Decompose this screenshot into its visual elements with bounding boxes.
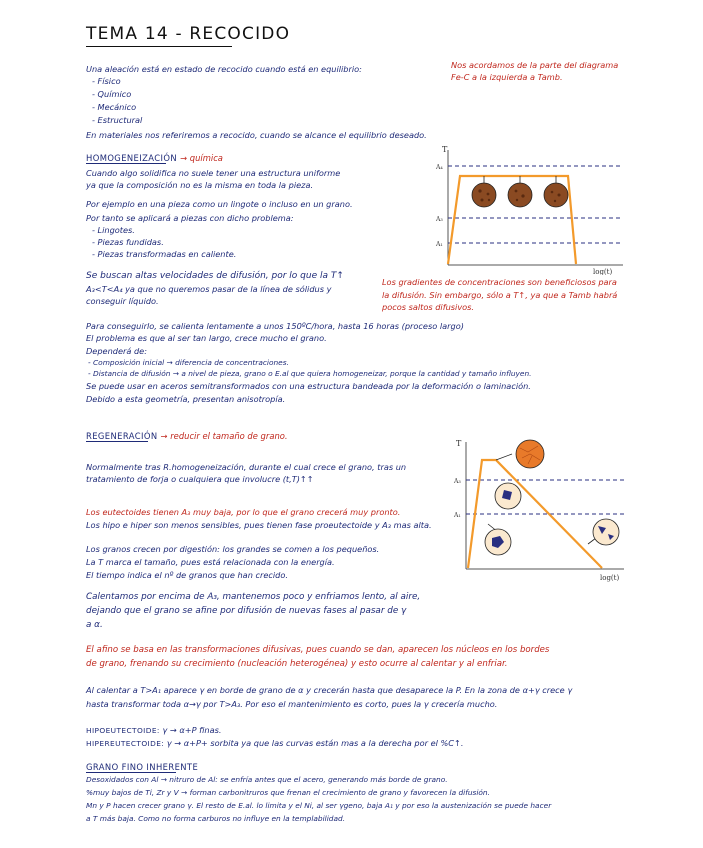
paragraph: %muy bajos de Ti, Zr y V → forman carbonitruros que frenan el crecimiento de grano y favorecen la difusión. — [86, 788, 490, 797]
heading-underline — [86, 772, 176, 773]
paragraph: El tiempo indica el nº de granos que han crecido. — [86, 570, 288, 580]
red-note: de grano, frenando su crecimiento (nucleación heterogénea) y esto ocurre al calentar y al enfriar. — [86, 659, 508, 669]
hipo-text: γ → α+P finas. — [162, 725, 222, 735]
tick-label: A₄ — [436, 164, 443, 171]
y-axis-label: T — [456, 439, 462, 448]
tick-label: A₁ — [454, 512, 461, 519]
heading-underline — [86, 441, 148, 442]
intro-line: Una aleación está en estado de recocido cuando está en equilibrio: — [86, 64, 362, 74]
grain-micrograph — [472, 183, 496, 207]
paragraph: Por tanto se aplicará a piezas con dicho problema: — [86, 213, 294, 223]
grain-micrograph — [593, 519, 619, 545]
paragraph: Los hipo e hiper son menos sensibles, pues tienen fase proeutectoide y A₃ mas alta. — [86, 520, 432, 530]
red-note: pocos saltos difusivos. — [382, 302, 475, 312]
paragraph: - Composición inicial → diferencia de concentraciones. — [88, 358, 289, 367]
heading-underline — [86, 163, 166, 164]
paragraph: El problema es que al ser tan largo, crece mucho el grano. — [86, 333, 327, 343]
title-underline — [86, 46, 232, 47]
section-heading-regeneracion — [86, 431, 288, 441]
paragraph: Los granos crecen por digestión: los grandes se comen a los pequeños. — [86, 544, 380, 554]
paragraph: dejando que el grano se afine por difusión de nuevas fases al pasar de γ — [86, 606, 407, 616]
paragraph: ya que la composición no es la misma en toda la pieza. — [86, 180, 314, 190]
red-note: la difusión. Sin embargo, sólo a T↑, ya que a Tamb habrá — [382, 290, 618, 300]
intro-line: En materiales nos referiremos a recocido, cuando se alcance el equilibrio deseado. — [86, 130, 427, 140]
paragraph: Dependerá de: — [86, 346, 147, 356]
paragraph: Debido a esta geometría, presentan anisotropía. — [86, 394, 286, 404]
hiper-label: HIPEREUTECTOIDE: — [86, 739, 165, 748]
paragraph: Por ejemplo en una pieza como un lingote o incluso en un grano. — [86, 199, 353, 209]
paragraph: Calentamos por encima de A₃, mantenemos poco y enfriamos lento, al aire, — [86, 592, 421, 602]
x-axis-label: log(t) — [600, 574, 620, 582]
homogeneizacion-diagram — [428, 140, 628, 275]
grain-pointer — [496, 454, 512, 460]
hipo-label: HIPOEUTECTOIDE: — [86, 726, 160, 735]
list-item: - Piezas transformadas en caliente. — [92, 249, 237, 259]
paragraph: a α. — [86, 620, 103, 630]
red-note: Los eutectoides tienen A₃ muy baja, por lo que el grano crecerá muy pronto. — [86, 507, 401, 517]
intro-note: Fe-C a la izquierda a Tamb. — [451, 72, 563, 82]
paragraph: Para conseguirlo, se calienta lentamente a unos 150ºC/hora, hasta 16 horas (proceso largo) — [86, 321, 464, 331]
tick-label: A₃ — [454, 478, 461, 485]
hiper-line — [86, 738, 463, 749]
hiper-text: γ → α+P+ sorbita ya que las curvas están mas a la derecha por el %C↑. — [166, 738, 464, 748]
heading-text: REGENERACIÓN — [86, 431, 158, 441]
paragraph: A₃<T<A₄ ya que no queremos pasar de la línea de sólidus y — [86, 284, 332, 294]
paragraph: a T más baja. Como no forma carburos no influye en la templabilidad. — [86, 814, 346, 823]
intro-item: - Mecánico — [92, 102, 137, 112]
paragraph: Normalmente tras R.homogeneización, durante el cual crece el grano, tras un — [86, 462, 407, 472]
paragraph: La T marca el tamaño, pues está relacionada con la energía. — [86, 557, 335, 567]
heading-tag: → química — [180, 153, 223, 163]
paragraph: - Distancia de difusión → a nivel de pieza, grano o E.al que quiera homogeneizar, porque la cantidad y tamaño influyen. — [88, 369, 532, 378]
tick-label: A₃ — [436, 216, 443, 223]
paragraph: Se puede usar en aceros semitransformados con una estructura bandeada por la deformación o laminación. — [86, 381, 531, 391]
paragraph: Se buscan altas velocidades de difusión, por lo que la T↑ — [86, 271, 344, 281]
list-item: - Piezas fundidas. — [92, 237, 164, 247]
intro-item: - Estructural — [92, 115, 143, 125]
tick-label: A₁ — [436, 241, 443, 248]
heading-text: HOMOGENEIZACIÓN — [86, 153, 178, 163]
paragraph: Desoxidados con Al → nitruro de Al: se enfría antes que el acero, generando más borde de grano. — [86, 775, 448, 784]
paragraph: conseguir líquido. — [86, 296, 159, 306]
paragraph: hasta transformar toda α→γ por T>A₃. Por eso el mantenimiento es corto, pues la γ crecería mucho. — [86, 699, 498, 709]
paragraph: Al calentar a T>A₁ aparece γ en borde de grano de α y crecerán hasta que desaparece la P. En la zona de α+γ crece γ — [86, 685, 573, 695]
grain-micrograph — [508, 183, 532, 207]
intro-item: - Físico — [92, 76, 121, 86]
paragraph: tratamiento de forja o cualquiera que involucre (t,T)↑↑ — [86, 474, 314, 484]
paragraph: Cuando algo solidifica no suele tener una estructura uniforme — [86, 168, 341, 178]
list-item: - Lingotes. — [92, 225, 135, 235]
intro-note: Nos acordamos de la parte del diagrama — [451, 60, 619, 70]
x-axis-label: log(t) — [593, 268, 613, 275]
hipo-line — [86, 725, 221, 736]
section-heading-homogeneizacion — [86, 153, 223, 163]
page-title: TEMA 14 - RECOCIDO — [86, 24, 291, 44]
intro-item: - Químico — [92, 89, 132, 99]
red-note: El afino se basa en las transformaciones difusivas, pues cuando se dan, aparecen los núcleos en los bordes — [86, 645, 550, 655]
heading-tag: → reducir el tamaño de grano. — [160, 431, 288, 441]
paragraph: Mn y P hacen crecer grano γ. El resto de E.al. lo limita y el Ni, al ser γgeno, baja A₁ y por eso la austenización se puede hacer — [86, 801, 552, 810]
grain-micrograph — [544, 183, 568, 207]
y-axis-label: T — [442, 145, 448, 154]
regeneracion-diagram — [448, 434, 628, 584]
red-note: Los gradientes de concentraciones son beneficiosos para — [382, 277, 617, 287]
section-heading-grano-fino: GRANO FINO INHERENTE — [86, 762, 199, 772]
